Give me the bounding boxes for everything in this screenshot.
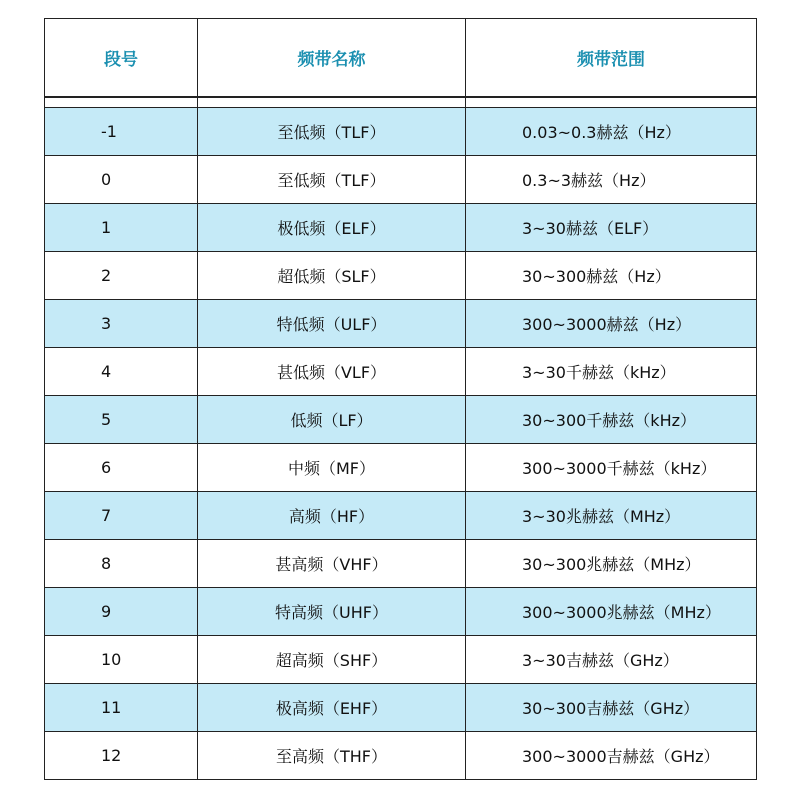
column-header-band-name: 频带名称 xyxy=(198,19,466,96)
band-number-cell: 10 xyxy=(45,636,198,683)
band-name-cell: 中频（MF） xyxy=(198,444,466,491)
band-name-cell: 甚低频（VLF） xyxy=(198,348,466,395)
table-header-row xyxy=(44,18,757,98)
band-number-cell: 11 xyxy=(45,684,198,731)
band-range-cell: 3~30吉赫兹（GHz） xyxy=(522,651,679,670)
band-number-cell: 8 xyxy=(45,540,198,587)
band-number-cell: 2 xyxy=(45,252,198,299)
band-range-cell: 30~300赫兹（Hz） xyxy=(522,267,671,286)
band-range-cell: 300~3000吉赫兹（GHz） xyxy=(522,747,720,766)
band-range-cell: 300~3000兆赫兹（MHz） xyxy=(522,603,721,622)
band-name-cell: 低频（LF） xyxy=(198,396,466,443)
band-number-cell: 1 xyxy=(45,204,198,251)
band-number-cell: -1 xyxy=(45,108,198,155)
table-row xyxy=(44,636,757,684)
column-header-band-range: 频带范围 xyxy=(577,50,645,70)
table-row xyxy=(44,444,757,492)
band-name-cell: 超低频（SLF） xyxy=(198,252,466,299)
table-row xyxy=(44,540,757,588)
table-row xyxy=(44,108,757,156)
band-number-cell: 5 xyxy=(45,396,198,443)
table-row xyxy=(44,588,757,636)
band-name-cell: 特高频（UHF） xyxy=(198,588,466,635)
table-row xyxy=(44,732,757,780)
frequency-band-table xyxy=(44,18,757,780)
table-row xyxy=(44,348,757,396)
band-number-cell: 4 xyxy=(45,348,198,395)
band-range-cell: 300~3000赫兹（Hz） xyxy=(522,315,692,334)
table-row xyxy=(44,300,757,348)
band-name-cell: 极低频（ELF） xyxy=(198,204,466,251)
band-name-cell: 超高频（SHF） xyxy=(198,636,466,683)
band-number-cell: 7 xyxy=(45,492,198,539)
band-number-cell: 0 xyxy=(45,156,198,203)
band-number-cell: 12 xyxy=(45,732,198,779)
table-row xyxy=(44,492,757,540)
table-row xyxy=(44,396,757,444)
table-row xyxy=(44,684,757,732)
band-name-cell: 甚高频（VHF） xyxy=(198,540,466,587)
band-name-cell: 至高频（THF） xyxy=(198,732,466,779)
band-number-cell: 3 xyxy=(45,300,198,347)
table-row xyxy=(44,252,757,300)
band-name-cell: 高频（HF） xyxy=(198,492,466,539)
band-number-cell: 6 xyxy=(45,444,198,491)
header-divider xyxy=(44,98,757,108)
column-header-band-number: 段号 xyxy=(45,19,198,96)
table-row xyxy=(44,156,757,204)
band-range-cell: 3~30兆赫兹（MHz） xyxy=(522,507,681,526)
band-range-cell: 300~3000千赫兹（kHz） xyxy=(522,459,717,478)
band-name-cell: 特低频（ULF） xyxy=(198,300,466,347)
band-range-cell: 3~30赫兹（ELF） xyxy=(522,219,659,238)
table-body xyxy=(44,108,757,780)
band-number-cell: 9 xyxy=(45,588,198,635)
band-range-cell: 3~30千赫兹（kHz） xyxy=(522,363,676,382)
table-row xyxy=(44,204,757,252)
band-range-cell: 30~300千赫兹（kHz） xyxy=(522,411,697,430)
band-range-cell: 30~300兆赫兹（MHz） xyxy=(522,555,701,574)
band-range-cell: 0.03~0.3赫兹（Hz） xyxy=(522,123,681,142)
band-name-cell: 极高频（EHF） xyxy=(198,684,466,731)
band-range-cell: 0.3~3赫兹（Hz） xyxy=(522,171,656,190)
band-range-cell: 30~300吉赫兹（GHz） xyxy=(522,699,700,718)
band-name-cell: 至低频（TLF） xyxy=(198,156,466,203)
band-name-cell: 至低频（TLF） xyxy=(198,108,466,155)
